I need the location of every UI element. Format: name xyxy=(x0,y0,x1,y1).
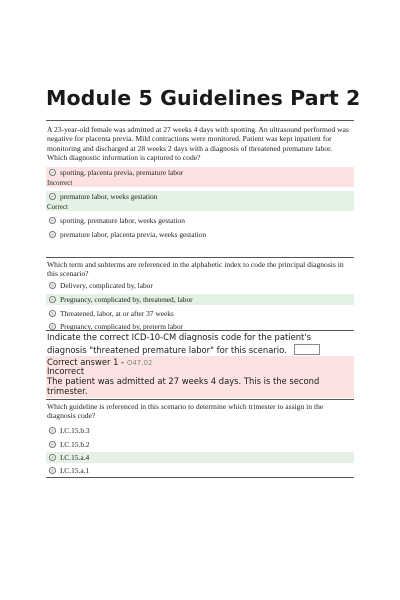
status-incorrect: Incorrect xyxy=(47,179,73,187)
radio-icon[interactable] xyxy=(49,427,56,434)
option-label: I.C.15.a.4 xyxy=(60,453,90,462)
option-label: I.C.15.b.3 xyxy=(60,426,90,435)
incorrect-feedback-row xyxy=(46,178,354,187)
correct-feedback-row xyxy=(46,202,354,211)
divider xyxy=(46,477,354,478)
option-label: I.C.15.a.1 xyxy=(60,466,90,475)
radio-icon[interactable] xyxy=(49,467,56,474)
question-1-option-4[interactable] xyxy=(46,229,354,240)
option-label: Pregnancy, complicated by, threatened, labor xyxy=(60,295,193,304)
radio-icon[interactable] xyxy=(49,282,56,289)
question-1-option-3[interactable] xyxy=(46,215,354,226)
question-2-option-2[interactable] xyxy=(46,294,354,305)
question-4-option-4[interactable] xyxy=(46,465,354,476)
option-label: I.C.15.b.2 xyxy=(60,440,90,449)
option-label: Pregnancy, complicated by, preterm labor xyxy=(60,322,183,331)
question-4-option-2[interactable] xyxy=(46,439,354,450)
question-1-option-1[interactable] xyxy=(46,167,354,178)
page-title: Module 5 Guidelines Part 2 xyxy=(46,86,361,110)
correct-answer-label: Correct answer 1 - xyxy=(47,357,125,367)
radio-icon[interactable] xyxy=(49,310,56,317)
radio-icon[interactable] xyxy=(49,296,56,303)
divider xyxy=(46,257,354,258)
question-2-option-1[interactable] xyxy=(46,280,354,291)
radio-icon[interactable] xyxy=(49,231,56,238)
question-4-option-3[interactable] xyxy=(46,452,354,463)
question-3-text: Indicate the correct ICD-10-CM diagnosis code for the patient's diagnosis "threatened premature labor" for this scenario. xyxy=(47,332,312,355)
question-2-option-3[interactable] xyxy=(46,308,354,319)
radio-icon[interactable] xyxy=(49,441,56,448)
question-1-text: A 23-year-old female was admitted at 27 weeks 4 days with spotting. An ultrasound performed was negative for placenta previa. Mild contractions were monitored. Patient was kept inpatient for monitoring and discharged at 28 weeks 2 days with a diagnosis of threatened premature labor. Which diagnostic information is captured to code? xyxy=(47,125,349,162)
radio-icon[interactable] xyxy=(49,193,56,200)
feedback-text: The patient was admitted at 27 weeks 4 days. This is the second trimester. xyxy=(47,376,320,396)
question-1-option-2[interactable] xyxy=(46,191,354,202)
radio-icon[interactable] xyxy=(49,454,56,461)
question-2-text: Which term and subterms are referenced in the alphabetic index to code the principal diagnosis in this scenario? xyxy=(47,260,344,279)
option-label: Delivery, complicated by, labor xyxy=(60,281,153,290)
option-label: Threatened, labor, at or after 37 weeks xyxy=(60,309,174,318)
answer-input[interactable] xyxy=(294,344,320,355)
divider xyxy=(46,120,354,121)
option-label: premature labor, weeks gestation xyxy=(60,192,158,201)
question-4-option-1[interactable] xyxy=(46,425,354,436)
option-label: spotting, premature labor, weeks gestation xyxy=(60,216,185,225)
divider xyxy=(46,399,354,400)
status-correct: Correct xyxy=(47,203,68,211)
option-label: premature labor, placenta previa, weeks gestation xyxy=(60,230,207,239)
question-4-text: Which guideline is referenced in this scenario to determine which trimester to assign in the diagnosis code? xyxy=(47,402,324,421)
status-incorrect: Incorrect xyxy=(47,366,85,376)
option-label: spotting, placenta previa, premature labor xyxy=(60,168,184,177)
radio-icon[interactable] xyxy=(49,169,56,176)
radio-icon[interactable] xyxy=(49,217,56,224)
correct-answer-code: O47.02 xyxy=(126,359,153,367)
feedback xyxy=(47,366,353,396)
radio-icon[interactable] xyxy=(49,323,56,330)
